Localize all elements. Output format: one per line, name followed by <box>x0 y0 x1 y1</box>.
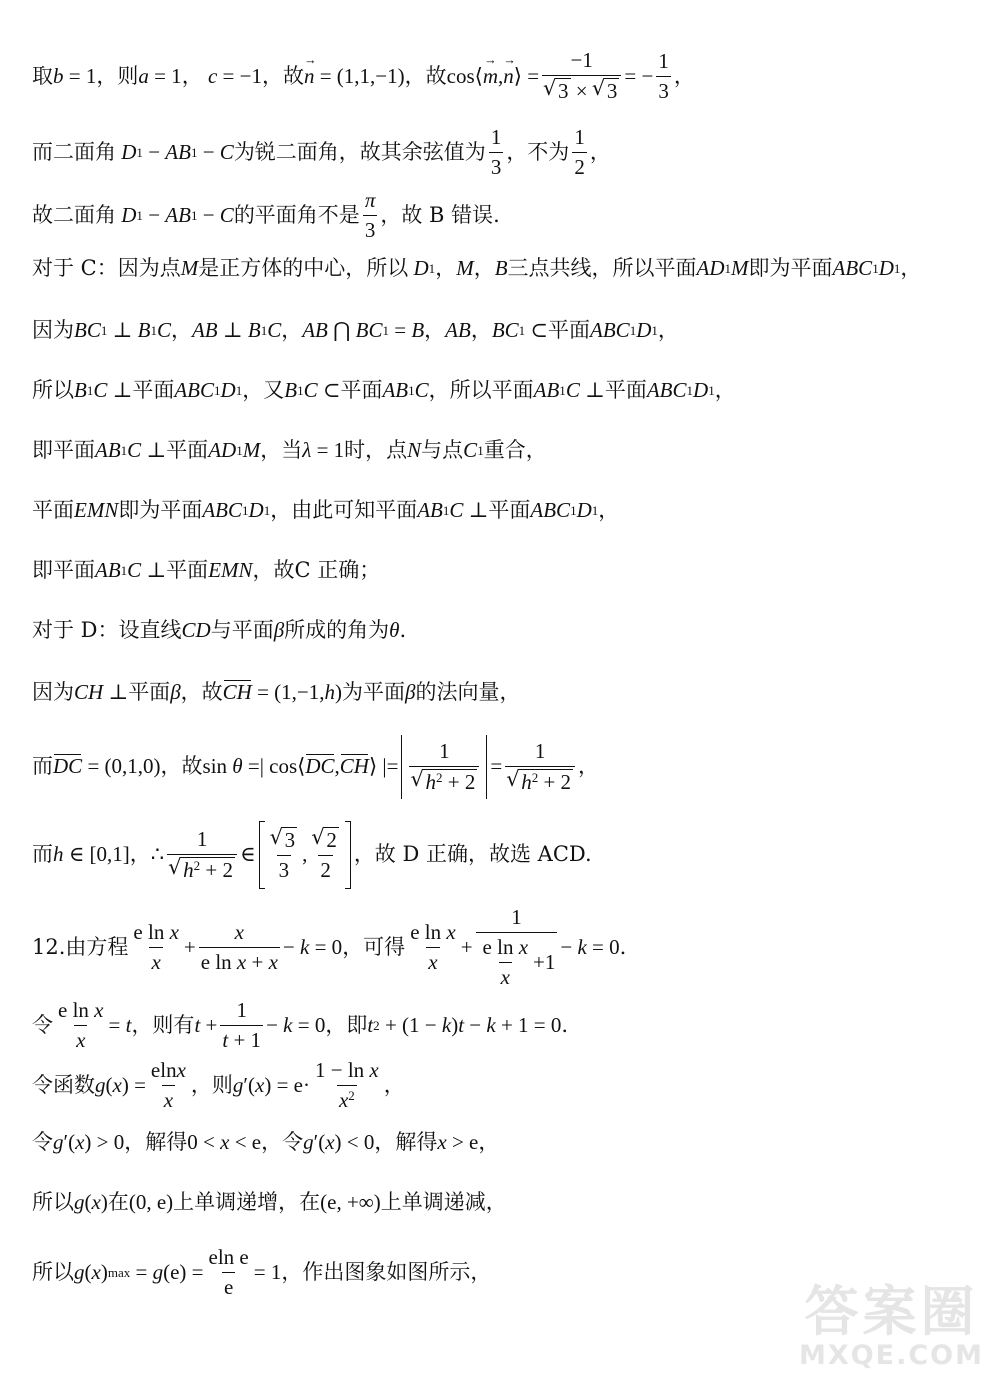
text: ， <box>424 318 446 342</box>
text: 故二面角 <box>32 203 116 228</box>
text: 平面 <box>548 318 591 342</box>
text: 平面 <box>166 558 209 582</box>
text: ，解得 <box>374 1130 438 1154</box>
text: ，故 <box>160 754 203 779</box>
text: 平面 <box>132 378 175 402</box>
text: 与点 <box>421 438 464 462</box>
watermark-text: 答案圈 <box>804 1280 979 1343</box>
fraction: $\frac{1}{2}$ <box>574 125 585 180</box>
text: ， <box>435 256 457 280</box>
text: . <box>561 1013 569 1038</box>
line-18: 所以 g ( x ) 在 (0, e) 上单调递增，在 (e, +∞) 上单调递减， <box>32 1190 507 1214</box>
line-19: 所以 g ( x ) max = g (e) = $\frac{\text{eln e}}{e}$ = 1 ，作出图象如图所示， <box>32 1245 492 1300</box>
text: ， <box>900 256 922 280</box>
text: ，故 <box>404 63 447 88</box>
text: 即为平面 <box>118 498 203 522</box>
line-15: 令 $\frac{\text{e ln x}}{x}$ = t ，则有 t + $\frac{1}{t + 1}$ − k = 0 ，即 t 2 + (1 − k ) t − k + 1 = 0 . <box>32 998 569 1053</box>
text: 对于 C：因为点 <box>32 256 181 280</box>
fraction: $\frac{\text{e ln x}}{x}$ <box>133 920 179 975</box>
fraction: $\frac{x}{\text{e ln x + x}}$ <box>200 920 278 975</box>
fraction: 1 √ $h^2 + 2$ <box>505 739 575 795</box>
text: 为锐二面角，故其余弦值为 <box>233 140 486 165</box>
line-5: 因为 BC 1 ⊥ B 1 C ， AB ⊥ B 1 C ， AB ⋂ BC 1 = B ， AB ， BC 1 ⊂ 平面 ABC 1 D 1 ， <box>32 318 679 342</box>
fraction: $\frac{1}{3}$ <box>658 48 669 103</box>
line-4: 对于 C：因为点 M 是正方体的中心，所以 D 1 ， M ， B 三点共线，所以平面 AD 1 M 即为平面 ABC 1 D 1 ， <box>32 256 922 280</box>
text: ，即 <box>325 1013 368 1038</box>
text: 时，点 <box>344 438 408 462</box>
text: ， <box>598 498 620 522</box>
text: 上单调递减， <box>380 1190 507 1214</box>
text: ，故 <box>180 680 223 704</box>
text: 是正方体的中心，所以 <box>198 256 409 280</box>
fraction: $\frac{\text{eln e}}{e}$ <box>208 1245 249 1300</box>
text: ，当 <box>260 438 303 462</box>
text: 即平面 <box>32 558 95 582</box>
text: 在 <box>107 1190 129 1214</box>
text: ，故 D 正确，故选 ACD. <box>353 842 592 867</box>
line-12: 而 DC = (0,1,0) ，故 sin θ =| cos⟨ DC , CH ⟩ |= 1 √ $h^2 + 2$ = 1 √ $h^2 + 2$ ， <box>32 735 970 799</box>
text: ， <box>714 378 736 402</box>
text: ，所以平面 <box>428 378 534 402</box>
text: 平面 <box>166 438 209 462</box>
text: 重合， <box>483 438 547 462</box>
line-3: 故二面角 D 1 − AB 1 − C 的平面角不是 $\frac{\pi}{3}$ ，故 B 错误. <box>32 188 500 243</box>
line-8: 平面 EMN 即为平面 ABC 1 D 1 ，由此可知平面 AB 1 C ⊥ 平面 ABC 1 D 1 ， <box>32 498 620 522</box>
watermark-url: MXQE.COM <box>799 1340 984 1371</box>
text: 平面 <box>604 378 647 402</box>
line-14: 12.由方程 $\frac{\text{e ln x}}{x}$ + $\frac{x}{\text{e ln x + x}}$ − k = 0 ，可得 $\frac{\text{e ln x}}{x}$ + 1 $\frac{\text{e ln x}}{x}$ +1 − k = 0 . <box>32 905 627 990</box>
text: ， <box>589 140 611 165</box>
text: 取 <box>32 63 53 88</box>
text: ， <box>129 842 151 867</box>
text: ，作出图象如图所示， <box>281 1260 492 1285</box>
fraction: $\frac{1}{t + 1}$ <box>222 998 262 1053</box>
text: 平面 <box>32 498 74 522</box>
text: ，可得 <box>342 935 406 960</box>
text: ，由此可知平面 <box>270 498 418 522</box>
text: ， <box>473 256 495 280</box>
text: . <box>399 618 407 642</box>
text: ， <box>170 318 192 342</box>
text: ， <box>181 63 203 88</box>
fraction: 1 √ $h^2 + 2$ <box>167 827 237 883</box>
line-17: 令 g ′( x ) > 0 ，解得 0 < x < e ，令 g ′( x ) < 0 ，解得 x > e ， <box>32 1130 500 1154</box>
text: 令函数 <box>32 1073 95 1098</box>
fraction: $\frac{elnx}{x}$ <box>150 1058 186 1113</box>
text: 平面 <box>128 680 171 704</box>
text: 所成的角为 <box>284 618 390 642</box>
fraction: $\frac{1}{3}$ <box>490 125 502 180</box>
text: 的平面角不是 <box>233 203 360 228</box>
text: 因为 <box>32 318 74 342</box>
absolute-value: 1 √ $h^2 + 2$ <box>401 735 487 799</box>
text: ，则有 <box>131 1013 195 1038</box>
text: ，解得 <box>124 1130 188 1154</box>
text: 所以 <box>32 1190 74 1214</box>
text: 令 <box>32 1130 53 1154</box>
text: 对于 D：设直线 <box>32 618 182 642</box>
text: ， <box>478 1130 500 1154</box>
text: ，故 B 错误. <box>380 203 500 228</box>
text: 即为平面 <box>748 256 833 280</box>
text: 与平面 <box>210 618 274 642</box>
text: 所以 <box>32 1260 74 1285</box>
line-9: 即平面 AB 1 C ⊥ 平面 EMN ，故C 正确； <box>32 558 381 582</box>
text: ，不为 <box>506 140 570 165</box>
text: 所以 <box>32 378 74 402</box>
line-2: 而二面角 D 1 − AB 1 − C 为锐二面角，故其余弦值为 $\frac{1}{3}$ ，不为 $\frac{1}{2}$ ， <box>32 125 611 180</box>
text: 而二面角 <box>32 140 116 165</box>
text: 三点共线，所以平面 <box>507 256 697 280</box>
fraction: −1 √ 3 × √ 3 <box>542 48 621 104</box>
line-10: 对于 D：设直线 CD 与平面 β 所成的角为 θ . <box>32 618 407 642</box>
text: 即平面 <box>32 438 95 462</box>
text: 平面 <box>340 378 383 402</box>
fraction: $\frac{\text{1 − ln x}}{x^2}$ <box>314 1058 379 1113</box>
text: 上单调递增，在 <box>173 1190 321 1214</box>
text: 而 <box>32 754 53 779</box>
text: 的法向量， <box>415 680 521 704</box>
text: ，则 <box>190 1073 233 1098</box>
fraction: 1 $\frac{\text{e ln x}}{x}$ +1 <box>476 905 558 991</box>
fraction: $\frac{\pi}{3}$ <box>364 188 376 243</box>
text: ，故 <box>261 63 304 88</box>
text: ，又 <box>242 378 285 402</box>
text: ， <box>383 1073 405 1098</box>
fraction: $\frac{\text{e ln x}}{x}$ <box>410 920 456 975</box>
text: 因为 <box>32 680 74 704</box>
text: 为平面 <box>342 680 406 704</box>
line-1: 取 b = 1 ，则 a = 1 ， c = −1 ，故 n → = (1,1,−1) ，故 cos⟨ m → , n → ⟩ = −1 √ 3 × √ 3 = − $\frac{1}{3}$ ， <box>32 48 970 104</box>
line-13: 而 h ∈ [0,1] ， ∴ 1 √ $h^2 + 2$ ∈ √ $\frac{3}{3}$ , √ $\frac{2}{2}$ ，故 D 正确，故选 ACD. <box>32 822 970 888</box>
text: ， <box>281 318 303 342</box>
text: 而 <box>32 842 53 867</box>
watermark-logo <box>799 1269 984 1371</box>
line-11: 因为 CH ⊥ 平面 β ，故 CH = (1,−1, h ) 为平面 β 的法向量， <box>32 680 521 704</box>
text: ，则 <box>96 63 139 88</box>
text: . <box>619 935 627 960</box>
text: 12.由方程 <box>32 935 129 960</box>
text: ， <box>470 318 492 342</box>
text: ， <box>657 318 679 342</box>
line-7: 即平面 AB 1 C ⊥ 平面 AD 1 M ，当 λ = 1 时，点 N 与点 C 1 重合， <box>32 438 547 462</box>
interval: √ $\frac{3}{3}$ , √ $\frac{2}{2}$ <box>259 822 351 888</box>
line-16: 令函数 g ( x ) = $\frac{elnx}{x}$ ，则 g ′( x ) = e· $\frac{\text{1 − ln x}}{x^2}$ ， <box>32 1058 405 1113</box>
text: ， <box>578 754 600 779</box>
text: ，令 <box>261 1130 304 1154</box>
line-6: 所以 B 1 C ⊥ 平面 ABC 1 D 1 ，又 B 1 C ⊂ 平面 AB 1 C ，所以平面 AB 1 C ⊥ 平面 ABC 1 D 1 ， <box>32 378 736 402</box>
fraction: $\frac{\text{e ln x}}{x}$ <box>58 998 104 1053</box>
text: ，故C 正确； <box>252 558 381 582</box>
text: 令 <box>32 1013 53 1038</box>
text: 平面 <box>488 498 531 522</box>
